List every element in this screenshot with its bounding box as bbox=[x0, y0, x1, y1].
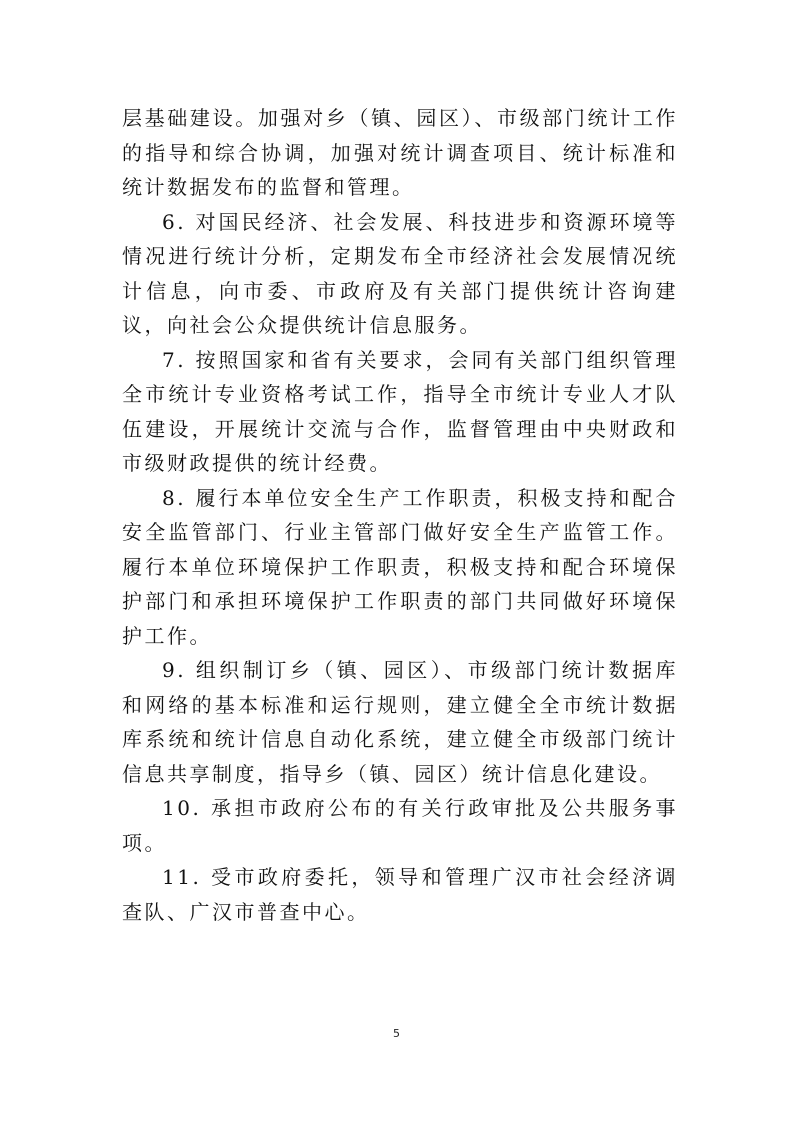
page-number: 5 bbox=[393, 1027, 400, 1040]
paragraph-item-9: 9. 组织制订乡（镇、园区）、市级部门统计数据库和网络的基本标准和运行规则，建立健全全市统计数据库系统和统计信息自动化系统，建立健全市级部门统计信息共享制度，指导乡（镇、园区）统计信息化建设。 bbox=[122, 658, 678, 786]
paragraph-item-10: 10. 承担市政府公布的有关行政审批及公共服务事项。 bbox=[122, 796, 678, 855]
paragraph-item-7: 7. 按照国家和省有关要求，会同有关部门组织管理全市统计专业资格考试工作，指导全市统计专业人才队伍建设，开展统计交流与合作，监督管理由中央财政和市级财政提供的统计经费。 bbox=[122, 347, 678, 475]
document-body bbox=[122, 101, 678, 929]
paragraph-item-6: 6. 对国民经济、社会发展、科技进步和资源环境等情况进行统计分析，定期发布全市经济社会发展情况统计信息，向市委、市政府及有关部门提供统计咨询建议，向社会公众提供统计信息服务。 bbox=[122, 209, 678, 337]
paragraph-continuation: 层基础建设。加强对乡（镇、园区）、市级部门统计工作的指导和综合协调，加强对统计调查项目、统计标准和统计数据发布的监督和管理。 bbox=[122, 106, 678, 199]
paragraph-item-8: 8. 履行本单位安全生产工作职责，积极支持和配合安全监管部门、行业主管部门做好安全生产监管工作。履行本单位环境保护工作职责，积极支持和配合环境保护部门和承担环境保护工作职责的部门共同做好环境保护工作。 bbox=[122, 485, 678, 648]
paragraph-item-11: 11. 受市政府委托，领导和管理广汉市社会经济调查队、广汉市普查中心。 bbox=[122, 865, 678, 924]
